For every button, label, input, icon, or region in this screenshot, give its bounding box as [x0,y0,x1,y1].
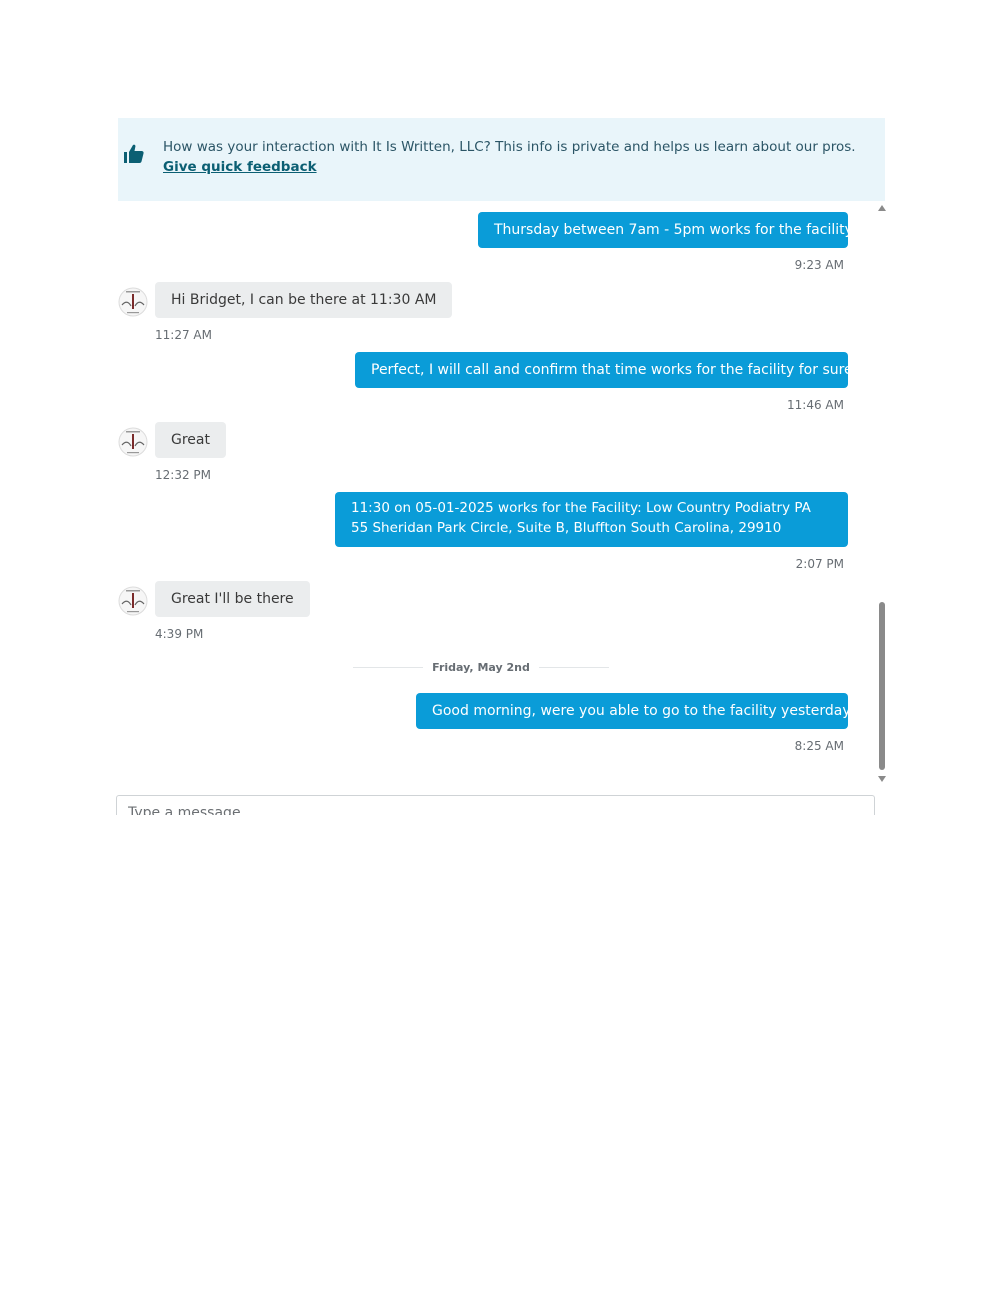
message-timestamp: 11:27 AM [155,328,212,342]
outgoing-message: Good morning, were you able to go to the facility yesterday? [416,693,848,729]
message-input[interactable] [128,802,828,815]
feedback-prompt: How was your interaction with It Is Written, LLC? This info is private and helps us learn about our pros. [163,139,856,155]
date-divider [353,660,609,676]
message-timestamp: 11:46 AM [787,398,844,412]
incoming-message: Great [155,422,226,458]
pro-avatar[interactable] [118,287,148,317]
divider-line [539,667,609,668]
scrollbar-thumb[interactable] [879,602,885,770]
thumbs-up-icon [123,143,145,165]
message-timestamp: 4:39 PM [155,627,204,641]
outgoing-message: Thursday between 7am - 5pm works for the facility [478,212,848,248]
outgoing-message: 11:30 on 05-01-2025 works for the Facility: Low Country Podiatry PA 55 Sheridan Park Circle, Suite B, Bluffton South Carolina, 29910 [335,492,848,547]
pro-avatar[interactable] [118,586,148,616]
message-timestamp: 8:25 AM [794,739,844,753]
feedback-banner [118,118,885,201]
message-thread[interactable] [118,201,885,785]
pro-avatar[interactable] [118,427,148,457]
message-timestamp: 2:07 PM [795,557,844,571]
outgoing-message: Perfect, I will call and confirm that time works for the facility for sure! [355,352,848,388]
incoming-message: Hi Bridget, I can be there at 11:30 AM [155,282,452,318]
scroll-up-arrow-icon[interactable] [878,205,886,211]
message-timestamp: 12:32 PM [155,468,211,482]
message-timestamp: 9:23 AM [794,258,844,272]
give-feedback-link[interactable]: Give quick feedback [163,159,317,175]
date-divider-label: Friday, May 2nd [432,661,530,674]
scroll-down-arrow-icon[interactable] [878,776,886,782]
message-composer[interactable] [116,795,875,815]
incoming-message: Great I'll be there [155,581,310,617]
